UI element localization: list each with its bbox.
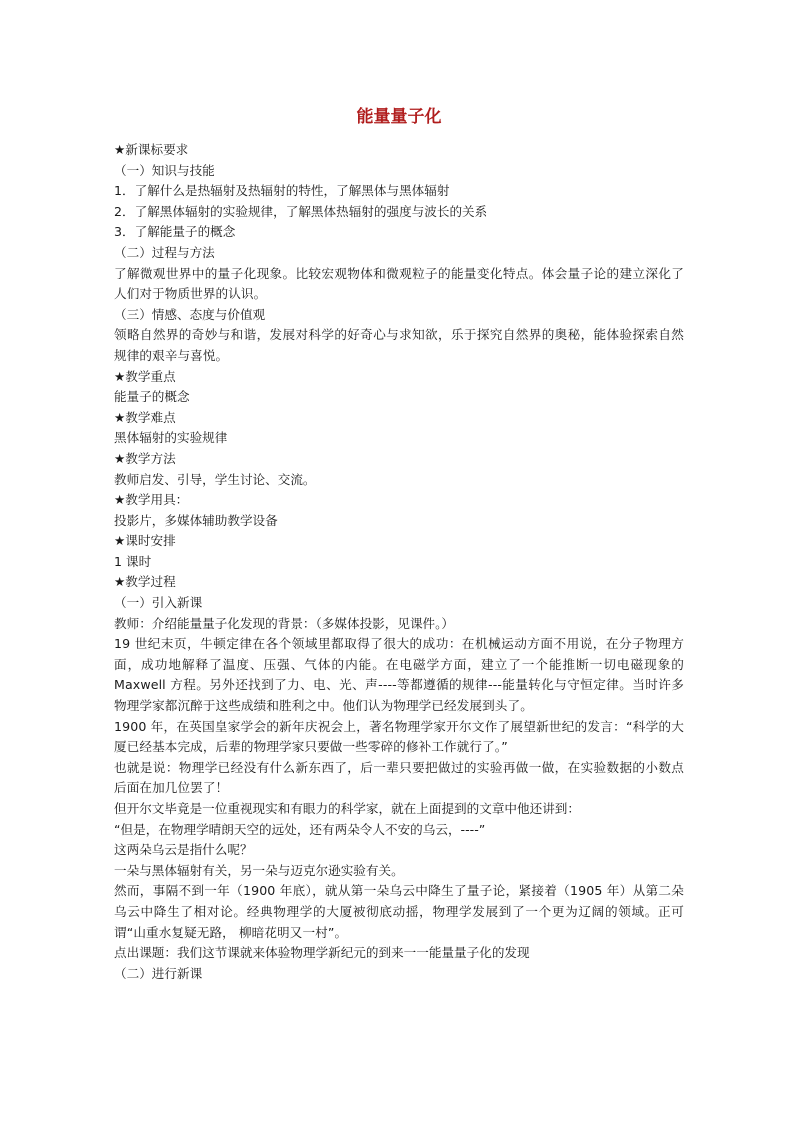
paragraph: 1900 年，在英国皇家学会的新年庆祝会上，著名物理学家开尔文作了展望新世纪的发言：“科学的大厦已经基本完成，后辈的物理学家只要做一些零碎的修补工作就行了。” <box>114 718 684 755</box>
paragraph: 教师：介绍能量量子化发现的背景：（多媒体投影，见课件。） <box>114 615 455 631</box>
subsection-heading: （二）过程与方法 <box>114 244 215 260</box>
paragraph: 19 世纪末页，牛顿定律在各个领域里都取得了很大的成功：在机械运动方面不用说，在分子物理方面，成功地解释了温度、压强、气体的内能。在电磁学方面，建立了一个能推断一切电磁现象的 Maxwell 方程。另外还找到了力、电、光、声----等都遵循的规律---能量转化与守恒定律。当时许多物理学家都沉醉于这些成绩和胜利之中。他们认为物理学已经发展到头了。 <box>114 636 684 714</box>
paragraph: 教师启发、引导，学生讨论、交流。 <box>114 471 316 487</box>
section-heading: ★教学重点 <box>114 368 176 384</box>
paragraph: 一朵与黑体辐射有关，另一朵与迈克尔逊实验有关。 <box>114 862 404 878</box>
paragraph: 也就是说：物理学已经没有什么新东西了，后一辈只要把做过的实验再做一做，在实验数据的小数点后面在加几位罢了！ <box>114 759 684 796</box>
quote: “但是，在物理学晴朗天空的远处，还有两朵令人不安的乌云，----” <box>114 821 486 837</box>
section-heading: ★教学难点 <box>114 409 176 425</box>
page-title: 能量量子化 <box>356 107 442 127</box>
subsection-heading: （二）进行新课 <box>114 965 203 981</box>
paragraph: 然而，事隔不到一年（1900 年底），就从第一朵乌云中降生了量子论，紧接着（1905 年）从第二朵乌云中降生了相对论。经典物理学的大厦被彻底动摇，物理学发展到了一个更为辽阔的领域。正可谓“山重水复疑无路， 柳暗花明又一村”。 <box>114 883 684 940</box>
paragraph: 1 课时 <box>114 553 152 569</box>
section-heading: ★教学过程 <box>114 574 176 590</box>
paragraph: 但开尔文毕竟是一位重视现实和有眼力的科学家，就在上面提到的文章中他还讲到： <box>114 801 580 816</box>
list-item: 2．了解黑体辐射的实验规律，了解黑体热辐射的强度与波长的关系 <box>114 203 488 219</box>
paragraph: 了解微观世界中的量子化现象。比较宏观物体和微观粒子的能量变化特点。体会量子论的建立深化了人们对于物质世界的认识。 <box>114 265 684 302</box>
section-heading: ★课时安排 <box>114 533 176 549</box>
paragraph: 黑体辐射的实验规律 <box>114 430 228 446</box>
section-heading: ★新课标要求 <box>114 142 189 157</box>
section-heading: ★教学方法 <box>114 450 176 466</box>
paragraph: 这两朵乌云是指什么呢？ <box>114 842 253 858</box>
subsection-heading: （三）情感、态度与价值观 <box>114 306 266 322</box>
subsection-heading: （一）引入新课 <box>114 595 203 611</box>
list-item: 1．了解什么是热辐射及热辐射的特性，了解黑体与黑体辐射 <box>114 183 450 199</box>
document-page <box>114 104 684 984</box>
paragraph: 领略自然界的奇妙与和谐，发展对科学的好奇心与求知欲，乐于探究自然界的奥秘，能体验探索自然规律的艰辛与喜悦。 <box>114 327 684 363</box>
list-item: 3．了解能量子的概念 <box>114 224 236 240</box>
paragraph: 能量子的概念 <box>114 389 190 405</box>
section-heading: ★教学用具： <box>114 492 189 508</box>
paragraph: 投影片，多媒体辅助教学设备 <box>114 512 278 528</box>
subsection-heading: （一）知识与技能 <box>114 162 215 178</box>
paragraph: 点出课题：我们这节课就来体验物理学新纪元的到来一一能量量子化的发现 <box>114 945 530 961</box>
